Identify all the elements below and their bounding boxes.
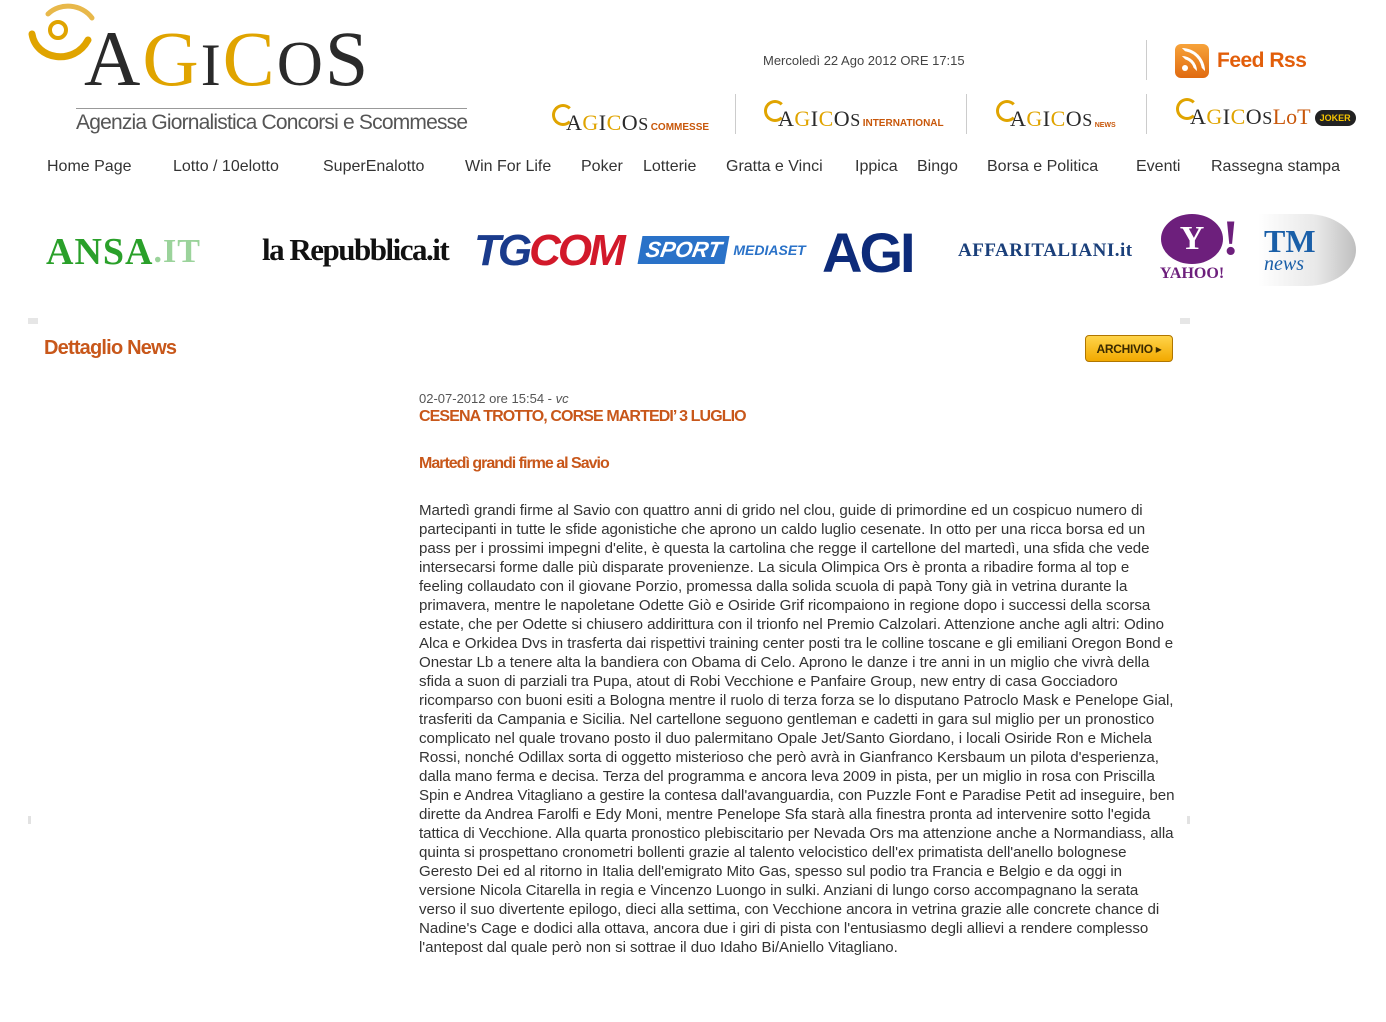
article-date: 02-07-2012 ore 15:54 - [419, 391, 556, 406]
nav-lotterie[interactable]: Lotterie [643, 158, 697, 175]
sublogo-suffix: LoT [1272, 104, 1311, 129]
article-meta [419, 391, 569, 406]
nav-home-page[interactable]: Home Page [47, 158, 132, 175]
current-date: Mercoledì 22 Ago 2012 ORE 17:15 [763, 53, 965, 68]
sublogo-suffix: COMMESSE [650, 122, 710, 133]
yahoo-badge-icon: Y ! [1161, 214, 1223, 264]
agi-logo[interactable]: AGI [822, 221, 913, 284]
repubblica-logo[interactable]: la Repubblica.it [262, 232, 449, 267]
joker-badge: JOKER [1315, 110, 1356, 126]
sublogo-text: AGICOS [1010, 106, 1093, 131]
section-title: Dettaglio News [44, 337, 177, 359]
article-subhead: Martedì grandi firme al Savio [419, 455, 609, 472]
sublogo-news[interactable] [996, 96, 1116, 132]
article-headline: CESENA TROTTO, CORSE MARTEDI’ 3 LUGLIO [419, 408, 746, 425]
archive-button[interactable]: ARCHIVIO ▸ [1085, 335, 1173, 362]
feed-rss-label: Feed Rss [1217, 49, 1307, 72]
sublogo-scommesse[interactable] [552, 100, 709, 136]
logo-wordmark: AGICOS [84, 15, 371, 102]
tgcom-logo[interactable]: TG COM [474, 226, 623, 275]
panel-corner [1180, 318, 1190, 324]
header-divider [1146, 40, 1147, 80]
sport-mediaset-logo[interactable]: SPORT MEDIASET [640, 236, 806, 264]
logo-tagline: Agenzia Giornalistica Concorsi e Scommesse [76, 108, 467, 135]
sublogo-suffix: NEWS [1094, 122, 1116, 129]
ansa-logo[interactable]: ANSA .IT [46, 231, 201, 273]
nav-bingo[interactable]: Bingo [917, 158, 958, 175]
nav-poker[interactable]: Poker [581, 158, 623, 175]
yahoo-logo[interactable]: Y ! YAHOO! [1159, 209, 1239, 282]
feed-rss-link[interactable] [1175, 44, 1306, 78]
sublogo-lot[interactable] [1176, 94, 1356, 130]
partner-logos [0, 210, 1386, 295]
nav-superenalotto[interactable]: SuperEnalotto [323, 158, 425, 175]
article-body: Martedì grandi firme al Savio con quattro anni di grido nel clou, guide di primordine ed un cospicuo numero di partecipanti in tutte le sfide agonistiche che aprono un caldo luglio cesenate. In otto per una ricca borsa ed un pass per i prossimi impegni d'elite, è questa la cartolina che regge il cartellone del martedì, una sfida che vede intersecarsi forme dalle più disparate provenienze. La sicula Olimpica Ors è pronta a ribadire forma al top e feeling collaudato con il giovane Porzio, promessa dalla solida scuola di papà Tony già in vetrina durante la primavera, mentre le napoletane Odette Giò e Osiride Grif ricompaiono in regione dopo i successi della scorsa estate, che per Odette si chiusero addirittura con il trionfo nel Premio Calzolari. Attenzione anche agli altri: Odino Alca e Orkidea Dvs in trasferta dai rispettivi training center posti tra le colline toscane e gli emiliani Oregon Bond e Onestar Lb a tenere alta la bandiera con Obama di Celo. Aprono le danze i tre anni in un miglio che vivrà della sfida a suon di parziali tra Pupa, atout di Robi Vecchione e Panfaire Group, new entry di casa Gocciadoro ricomparso con buoni esiti a Bologna mentre il ruolo di terza forza se lo disputano Patroclo Mask e Penelope Gial, trasferiti da Campania e Sicilia. Nel cartellone seguono gentleman e cadetti in gara sul miglio per un pronostico complicato nel quale trovano posto il duo palermitano Opale Jet/Santo Giordano, i locali Osiride Ron e Michela Rossi, nonché Odillax sorta di oggetto misterioso che però avrà in Gianfranco Kersbaum un pilota d'esperienza, dalla mano ferma e decisa. Terza del programma e ancora leva 2009 in pista, per un miglio in rosa con Priscilla Spin e Andrea Vitagliano a gestire la contesa dall'avanguardia, con Puzzle Font e Paradise Petit ad inseguire, ben dirette da Andrea Farolfi e Edy Moni, mentre Penelope Sfa starà alla finestra pronta ad intervenire sotto l'egida tattica di Vecchione. Alla quarta pronostico plebiscitario per Nevada Ors ma attenzione anche a Normandiass, alla quinta si prospettano cronometri bollenti grazie al talento velocistico dell'ex primatista dell'anello bolognese Geresto Dei ed al ritorno in Italia dell'emigrato Mito Gas, spesso sul podio tra Francia e Belgio e da oggi in versione Nicola Citarella in regia e Vincenzo Luongo in sulki. Anziani di lungo corso accompagnano la serata verso il suo divertente epilogo, dieci alla settima, con Vecchione ancora in vetrina grazie alle concrete chance di Nadine's Cage e dodici alla ottava, ancora due i giri di pista con l'entusiasmo degli allievi a rendere complesso l'antepost dal quale però non si sottrae il duo Idaho Bi/Aniello Vitagliano. [419, 502, 1175, 956]
affaritaliani-logo[interactable]: AFFARITALIANI.it [958, 240, 1133, 261]
nav-win-for-life[interactable]: Win For Life [465, 158, 552, 175]
agicos-logo[interactable] [26, 0, 468, 140]
header-divider [735, 94, 736, 134]
sublogo-text: AGICOS [778, 106, 861, 131]
sublogo-suffix: INTERNATIONAL [862, 118, 944, 129]
nav-eventi[interactable]: Eventi [1136, 158, 1181, 175]
panel-corner [28, 318, 38, 324]
panel-edge [1187, 816, 1190, 824]
header-divider [1146, 94, 1147, 134]
tm-news-logo[interactable]: TM news [1258, 214, 1356, 286]
header-divider [966, 94, 967, 134]
nav-ippica[interactable]: Ippica [855, 158, 898, 175]
main-nav [0, 158, 1386, 180]
nav-borsa-e-politica[interactable]: Borsa e Politica [987, 158, 1099, 175]
rss-icon [1175, 44, 1209, 78]
sublogo-text: AGICOS [566, 110, 649, 135]
sublogo-text: AGICOS [1190, 104, 1273, 129]
nav-gratta-e-vinci[interactable]: Gratta e Vinci [726, 158, 823, 175]
nav-rassegna-stampa[interactable]: Rassegna stampa [1211, 158, 1340, 175]
panel-edge [28, 816, 31, 824]
article-author: vc [555, 391, 569, 406]
nav-lotto[interactable]: Lotto / 10elotto [173, 158, 279, 175]
sublogo-international[interactable] [764, 96, 944, 132]
